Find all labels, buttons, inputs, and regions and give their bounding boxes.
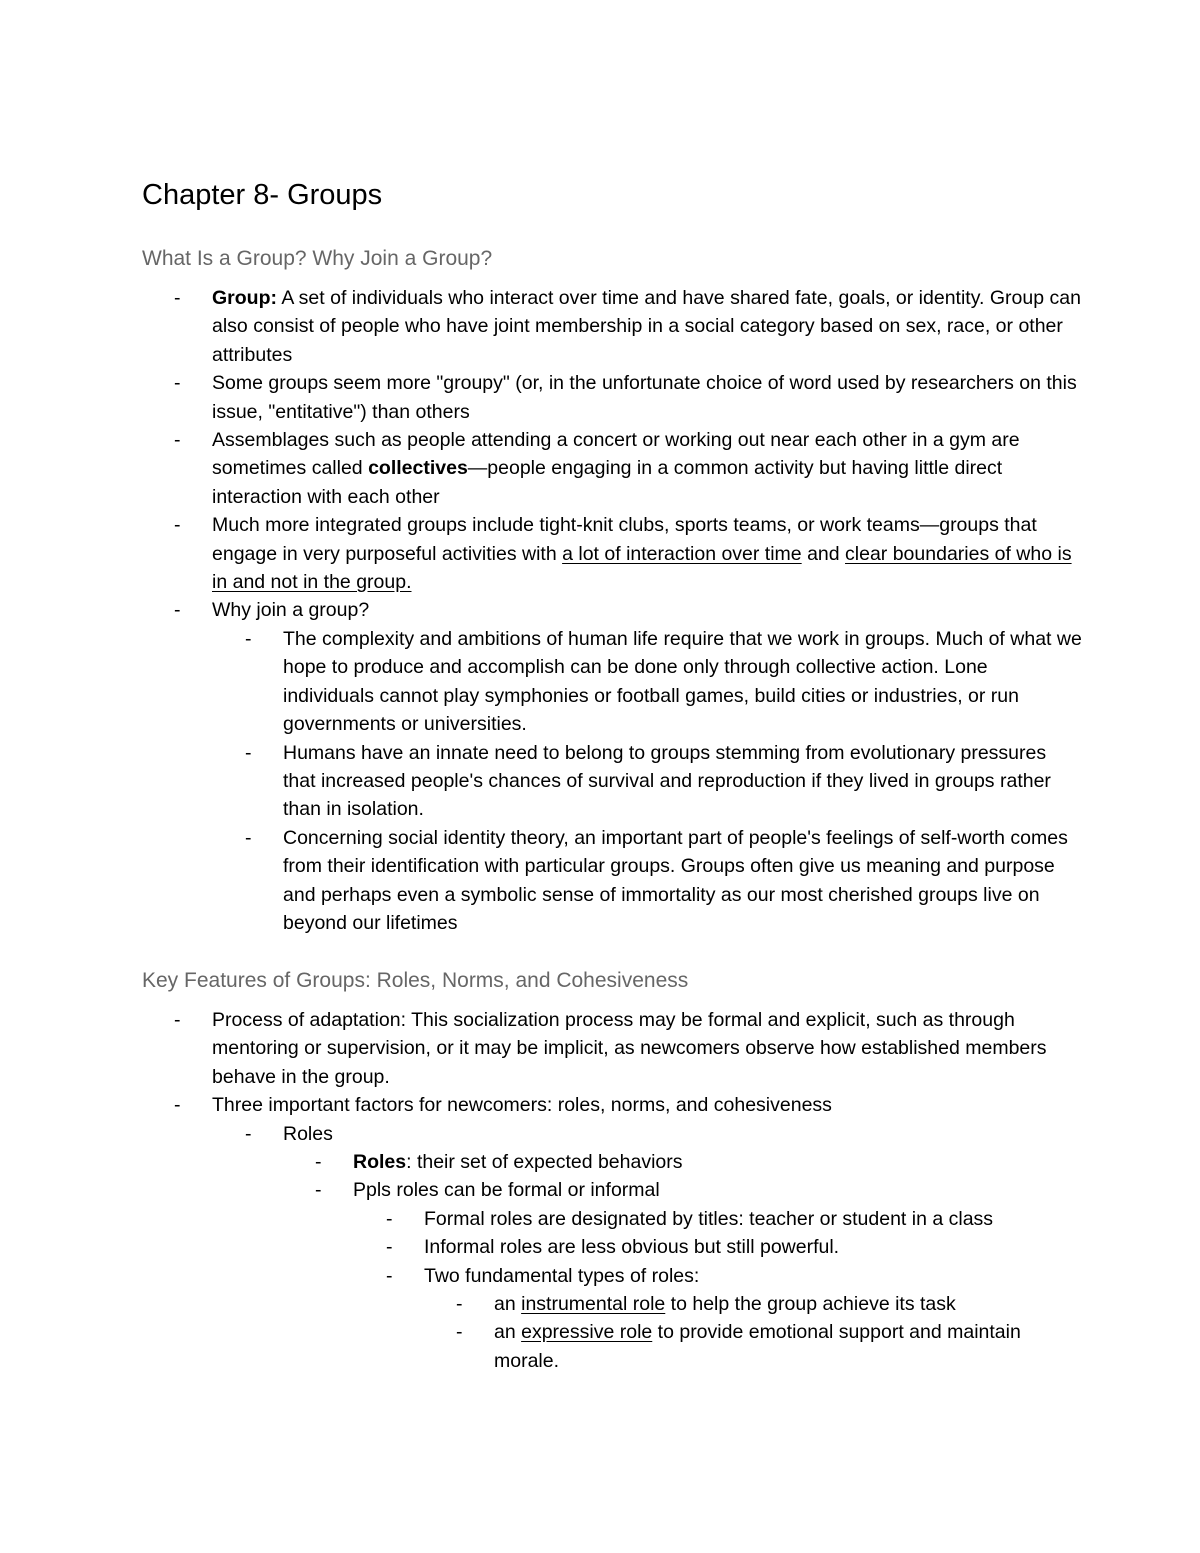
bullet-dash: -	[245, 741, 252, 764]
list-item	[142, 824, 1082, 938]
bullet-dash: -	[386, 1207, 393, 1230]
bullet-dash: -	[315, 1151, 322, 1174]
list-item	[142, 1148, 1082, 1176]
section-heading-what-is-a-group: What Is a Group? Why Join a Group?	[142, 247, 493, 270]
bullet-dash: -	[174, 514, 181, 537]
section-1-list	[142, 284, 1082, 937]
bullet-dash: -	[174, 599, 181, 622]
term-collectives: collectives	[368, 457, 468, 480]
underlined-phrase: expressive role	[521, 1321, 653, 1344]
list-item	[142, 1091, 1082, 1119]
bullet-dash: -	[245, 1122, 252, 1145]
bullet-dash: -	[456, 1293, 463, 1316]
list-item-text: Roles	[283, 1122, 333, 1145]
list-item-text: Formal roles are designated by titles: teacher or student in a class	[424, 1207, 994, 1230]
list-item-text: Assemblages such as people attending a concert or working out near each other in a gym are sometimes called collectives—people engaging in a common activity but having little direct interaction with each other	[212, 429, 1020, 508]
list-item	[142, 1120, 1082, 1148]
list-item	[142, 625, 1082, 739]
list-item	[142, 1176, 1082, 1204]
section-heading-key-features: Key Features of Groups: Roles, Norms, and Cohesiveness	[142, 969, 689, 992]
list-item	[142, 426, 1082, 511]
list-item-text: Group: A set of individuals who interact over time and have shared fate, goals, or identity. Group can also consist of people who have joint membership in a social category based on sex, race, or other attributes	[212, 287, 1081, 366]
bullet-dash: -	[456, 1321, 463, 1344]
list-item	[142, 1262, 1082, 1290]
section-2-list	[142, 1006, 1082, 1375]
bullet-dash: -	[386, 1236, 393, 1259]
term-roles: Roles	[353, 1151, 407, 1174]
bullet-dash: -	[174, 429, 181, 452]
list-item-text: Humans have an innate need to belong to groups stemming from evolutionary pressures that increased people's chances of survival and reproduction if they lived in groups rather than in isolation.	[283, 741, 1051, 821]
list-item-text: Much more integrated groups include tight-knit clubs, sports teams, or work teams—groups that engage in very purposeful activities with a lot of interaction over time and clear boundaries of who is in and not in the group.	[212, 514, 1072, 594]
list-item	[142, 596, 1082, 624]
list-item	[142, 739, 1082, 824]
list-item-text: Concerning social identity theory, an important part of people's feelings of self-worth comes from their identification with particular groups. Groups often give us meaning and purpose and perhaps even a symbolic sense of immortality as our most cherished groups live on beyond our lifetimes	[283, 826, 1068, 934]
bullet-dash: -	[174, 1094, 181, 1117]
underlined-phrase: instrumental role	[521, 1293, 666, 1316]
list-item-text: Informal roles are less obvious but still powerful.	[424, 1236, 840, 1259]
list-item	[142, 1233, 1082, 1261]
underlined-phrase: a lot of interaction over time	[562, 542, 802, 565]
bullet-dash: -	[245, 826, 252, 849]
list-item	[142, 1290, 1082, 1318]
underlined-phrase: clear boundaries of who is in and not in the group.	[212, 542, 1072, 594]
bullet-dash: -	[174, 1009, 181, 1031]
bullet-dash: -	[174, 372, 181, 395]
list-item-text: Three important factors for newcomers: roles, norms, and cohesiveness	[212, 1094, 832, 1117]
bullet-dash: -	[174, 287, 181, 309]
list-item-text: Some groups seem more "groupy" (or, in the unfortunate choice of word used by researchers on this issue, "entitative") than others	[212, 372, 1077, 423]
term-group: Group:	[212, 287, 277, 309]
list-item	[142, 284, 1082, 369]
list-item-text: Two fundamental types of roles:	[424, 1264, 700, 1287]
bullet-dash: -	[245, 627, 252, 650]
list-item-text: The complexity and ambitions of human life require that we work in groups. Much of what we hope to produce and accomplish can be done only through collective action. Lone individuals cannot play symphonies or football games, build cities or industries, or run governments or universities.	[283, 627, 1082, 736]
list-item	[142, 1318, 1082, 1375]
page-title: Chapter 8- Groups	[142, 179, 383, 211]
list-item	[142, 1006, 1082, 1091]
list-item-text: Why join a group?	[212, 599, 370, 622]
list-item	[142, 511, 1082, 596]
bullet-dash: -	[315, 1179, 322, 1202]
list-item-text: an instrumental role to help the group achieve its task	[494, 1293, 956, 1316]
list-item-text: Ppls roles can be formal or informal	[353, 1179, 660, 1202]
list-item-text: Process of adaptation: This socialization process may be formal and explicit, such as through mentoring or supervision, or it may be implicit, as newcomers observe how established members behave in the group.	[212, 1009, 1047, 1088]
list-item	[142, 1205, 1082, 1233]
list-item	[142, 369, 1082, 426]
bullet-dash: -	[386, 1264, 393, 1287]
list-item-text: an expressive role to provide emotional support and maintain morale.	[494, 1321, 1021, 1372]
list-item-text: Roles: their set of expected behaviors	[353, 1151, 683, 1174]
